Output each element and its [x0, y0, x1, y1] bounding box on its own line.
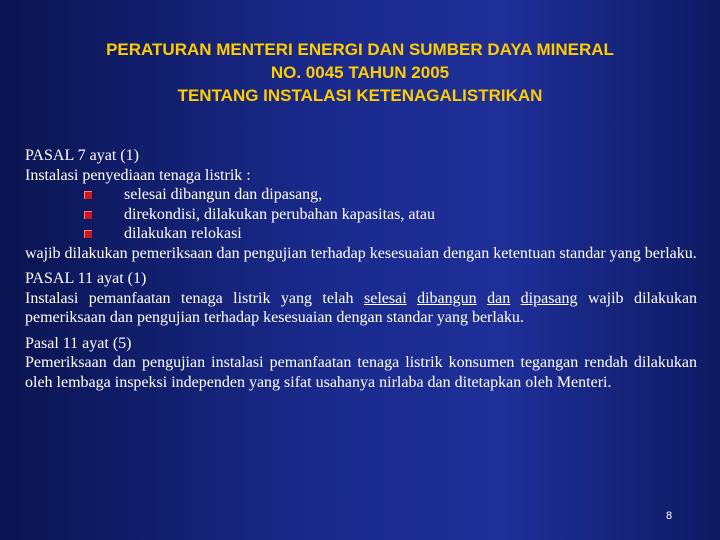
square-bullet-icon: [84, 211, 92, 219]
section1-closing: wajib dilakukan pemeriksaan dan pengujian terhadap kesesuaian dengan ketentuan standar yang berlaku.: [25, 244, 697, 262]
slide-title: [0, 38, 720, 107]
underlined-word: dan: [487, 289, 511, 307]
bullet-item: [25, 224, 697, 244]
bullet-item: [25, 185, 697, 205]
bullet-text: direkondisi, dilakukan perubahan kapasitas, atau: [124, 205, 436, 223]
underlined-word: selesai: [363, 289, 407, 307]
section2-heading: PASAL 11 ayat (1): [25, 270, 147, 287]
square-bullet-icon: [84, 230, 92, 238]
bullet-text: selesai dibangun dan dipasang,: [124, 186, 323, 203]
underlined-word: dipasang: [520, 289, 578, 307]
title-line-3: TENTANG INSTALASI KETENAGALISTRIKAN: [177, 86, 543, 105]
slide-content: [25, 146, 697, 392]
title-line-2: NO. 0045 TAHUN 2005: [270, 63, 450, 82]
section1-intro: Instalasi penyediaan tenaga listrik :: [25, 166, 251, 184]
bullet-item: [25, 205, 697, 225]
section2-text: Instalasi pemanfaatan tenaga listrik yang telah selesai dibangun dan dipasang wajib dilakukan pemeriksaan dan pengujian terhadap kesesuaian dengan standar yang berlaku.: [25, 289, 698, 326]
section3-text: Pemeriksaan dan pengujian instalasi pemanfaatan tenaga listrik konsumen tegangan rendah dilakukan oleh lembaga inspeksi independen yang sifat usahanya nirlaba dan ditetapkan oleh Menteri.: [25, 354, 697, 391]
section3-heading: Pasal 11 ayat (5): [25, 334, 132, 352]
underlined-word: dibangun: [417, 289, 477, 307]
section1-heading: PASAL 7 ayat (1): [25, 147, 139, 164]
title-line-1: PERATURAN MENTERI ENERGI DAN SUMBER DAYA MINERAL: [106, 40, 614, 59]
page-number: 8: [666, 510, 673, 522]
square-bullet-icon: [84, 191, 92, 199]
bullet-text: dilakukan relokasi: [124, 225, 242, 242]
